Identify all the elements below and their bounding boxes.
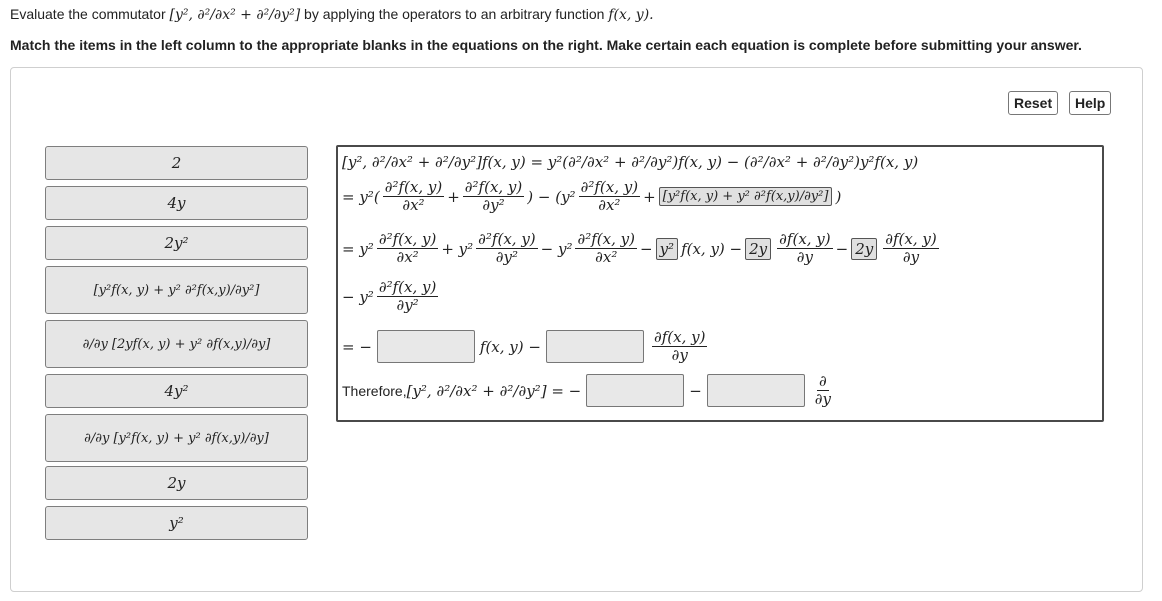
fraction-den: ∂x²	[402, 196, 425, 215]
drag-item[interactable]: 2y	[45, 466, 308, 500]
answer-blank[interactable]	[377, 330, 475, 363]
placed-answer[interactable]: [y²f(x, y) + y² ∂²f(x,y)/∂y²]	[659, 187, 833, 206]
fraction	[575, 231, 637, 267]
drag-item[interactable]: ∂/∂y [2yf(x, y) + y² ∂f(x,y)/∂y]	[45, 320, 308, 368]
equation-box	[336, 145, 1104, 422]
drag-item[interactable]: ∂/∂y [y²f(x, y) + y² ∂f(x,y)/∂y]	[45, 414, 308, 462]
eq-text: f(x, y) −	[479, 337, 541, 356]
fraction-den: ∂x²	[595, 248, 618, 267]
question-commutator: [y², ∂²/∂x² + ∂²/∂y²]	[169, 7, 301, 23]
equation-line-1: [y², ∂²/∂x² + ∂²/∂y²]f(x, y) = y²(∂²/∂x² + ∂²/∂y²)f(x, y) − (∂²/∂x² + ∂²/∂y²)y²f(x, y)	[342, 153, 919, 171]
equation-line-5	[342, 329, 710, 365]
fraction-num: ∂f(x, y)	[885, 230, 937, 248]
fraction	[579, 179, 641, 215]
fraction-num: ∂f(x, y)	[653, 328, 706, 346]
fraction	[383, 179, 445, 215]
drag-item[interactable]: 2	[45, 146, 308, 180]
eq-text: = y²(	[342, 187, 380, 206]
fraction-num: ∂²f(x, y)	[378, 278, 437, 296]
fraction-den: ∂y²	[396, 296, 419, 315]
placed-answer[interactable]: y²	[656, 238, 679, 260]
question-mid: by applying the operators to an arbitrary function	[300, 6, 609, 22]
equation-line-2	[342, 179, 841, 215]
eq-text: = y²	[342, 239, 374, 258]
fraction-den: ∂y	[796, 248, 814, 267]
eq-text: − y²	[540, 239, 573, 258]
placed-answer[interactable]: 2y	[745, 238, 771, 260]
eq-text: )	[835, 187, 842, 206]
equation-line-4	[342, 279, 441, 315]
equation-line-6	[342, 373, 836, 409]
eq-text: [y², ∂²/∂x² + ∂²/∂y²] = −	[406, 381, 582, 400]
therefore-text: Therefore,	[342, 382, 407, 399]
fraction-den: ∂y²	[495, 248, 519, 267]
fraction-den: ∂y²	[482, 196, 505, 215]
fraction	[813, 373, 833, 409]
drag-item[interactable]: 4y²	[45, 374, 308, 408]
question-function: f(x, y).	[608, 7, 654, 23]
fraction-num: ∂²f(x, y)	[577, 230, 635, 248]
answer-blank[interactable]	[586, 374, 684, 407]
fraction-den: ∂x²	[396, 248, 419, 267]
fraction	[377, 231, 439, 267]
placed-answer[interactable]: 2y	[851, 238, 877, 260]
fraction-den: ∂y	[671, 346, 688, 365]
eq-text: +	[643, 187, 656, 206]
fraction	[476, 231, 538, 267]
eq-text: + y²	[441, 239, 474, 258]
question-prefix: Evaluate the commutator	[10, 6, 170, 22]
drag-item[interactable]: 4y	[45, 186, 308, 220]
eq-text: +	[447, 187, 460, 206]
fraction-num: ∂²f(x, y)	[384, 178, 443, 196]
eq-text: ) − (y²	[527, 187, 576, 206]
fraction-num: ∂²f(x, y)	[580, 178, 639, 196]
fraction-num: ∂²f(x, y)	[464, 178, 523, 196]
fraction	[463, 179, 525, 215]
equation-line-3	[342, 231, 942, 267]
fraction-num: ∂f(x, y)	[779, 230, 831, 248]
eq-text: −	[689, 381, 702, 400]
fraction-den: ∂y	[814, 390, 832, 409]
question-text	[10, 6, 654, 23]
instructions: Match the items in the left column to the appropriate blanks in the equations on the right. Make certain each equation is complete before submitting your answer.	[10, 37, 1082, 53]
eq-text: − y²	[342, 287, 374, 306]
drag-item[interactable]: [y²f(x, y) + y² ∂²f(x,y)/∂y²]	[45, 266, 308, 314]
fraction	[377, 279, 439, 315]
eq-text: = −	[342, 337, 372, 356]
drag-item[interactable]: y²	[45, 506, 308, 540]
eq-text: f(x, y) −	[681, 239, 743, 258]
fraction	[777, 231, 832, 267]
fraction-den: ∂y	[902, 248, 920, 267]
fraction-num: ∂	[819, 372, 827, 390]
answer-blank[interactable]	[546, 330, 644, 363]
fraction-num: ∂²f(x, y)	[378, 230, 437, 248]
reset-button[interactable]: Reset	[1008, 91, 1058, 115]
eq-text: −	[639, 239, 653, 258]
answer-blank[interactable]	[707, 374, 805, 407]
fraction	[883, 231, 938, 267]
fraction-den: ∂x²	[598, 196, 621, 215]
fraction-num: ∂²f(x, y)	[478, 230, 536, 248]
drag-item[interactable]: 2y²	[45, 226, 308, 260]
eq-text: −	[835, 239, 849, 258]
fraction	[652, 329, 707, 365]
help-button[interactable]: Help	[1069, 91, 1111, 115]
